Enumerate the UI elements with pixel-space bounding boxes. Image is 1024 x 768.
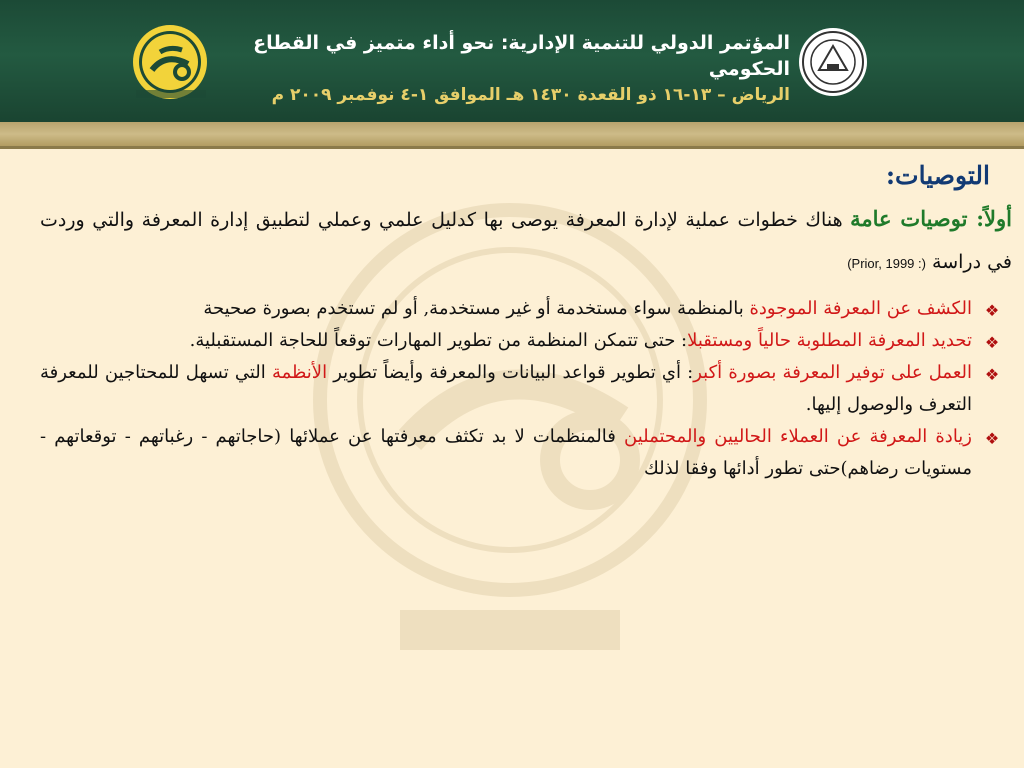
slide-content <box>40 160 1012 485</box>
slide-heading: التوصيات: <box>885 161 990 190</box>
item-text-secondary: التي تسهل للمحتاجين للمعرفة التعرف والوصول إليها. <box>40 362 972 415</box>
header-banner <box>0 0 1024 122</box>
intro-label: أولاً: توصيات عامة <box>850 206 1012 231</box>
list-item <box>40 293 1000 325</box>
item-highlight: زيادة المعرفة عن العملاء الحاليين والمحتملين <box>624 426 973 447</box>
anniversary-logo-icon <box>130 22 222 102</box>
header-divider-line <box>0 146 1024 149</box>
header-divider-band <box>0 122 1024 146</box>
institute-emblem-icon <box>797 26 869 98</box>
list-item <box>40 325 1000 357</box>
conference-date: الرياض – ١٣-١٦ ذو القعدة ١٤٣٠ هـ الموافق ١-٤ نوفمبر ٢٠٠٩ م <box>271 85 790 105</box>
conference-title <box>240 30 790 108</box>
item-highlight-secondary: الأنظمة <box>271 362 328 383</box>
recommendations-list <box>40 293 1012 485</box>
item-highlight: الكشف عن المعرفة الموجودة <box>749 298 972 319</box>
item-text: : أي تطوير قواعد البيانات والمعرفة وأيضاً تطوير <box>327 362 694 383</box>
item-text: بالمنظمة سواء مستخدمة أو غير مستخدمة, أو لم تستخدم بصورة صحيحة <box>203 298 750 319</box>
intro-text: هناك خطوات عملية لإدارة المعرفة يوصى بها كدليل علمي وعملي لتطبيق إدارة المعرفة والتي وردت في دراسة <box>40 209 1012 273</box>
diamond-bullet-icon: ❖ <box>984 429 1000 448</box>
conference-title-main: المؤتمر الدولي للتنمية الإدارية: نحو أداء متميز في القطاع الحكومي <box>253 32 790 80</box>
diamond-bullet-icon: ❖ <box>984 301 1000 320</box>
diamond-bullet-icon: ❖ <box>984 333 1000 352</box>
intro-paragraph <box>40 198 1012 285</box>
item-highlight: العمل على توفير المعرفة بصورة أكبر <box>693 362 973 383</box>
item-highlight: تحديد المعرفة المطلوبة حالياً ومستقبلا <box>687 330 972 351</box>
diamond-bullet-icon: ❖ <box>984 365 1000 384</box>
item-text: فالمنظمات لا بد تكثف معرفتها عن عملائها (حاجاتهم - رغباتهم - توقعاتهم - مستويات رضاهم)حتى تطور أدائها وفقا لذلك <box>40 426 972 479</box>
list-item <box>40 357 1000 421</box>
list-item <box>40 421 1000 485</box>
intro-citation: (Prior, 1999 :) <box>847 256 926 271</box>
item-text: : حتى تتمكن المنظمة من تطوير المهارات توقعاً للحاجة المستقبلية. <box>189 330 688 351</box>
